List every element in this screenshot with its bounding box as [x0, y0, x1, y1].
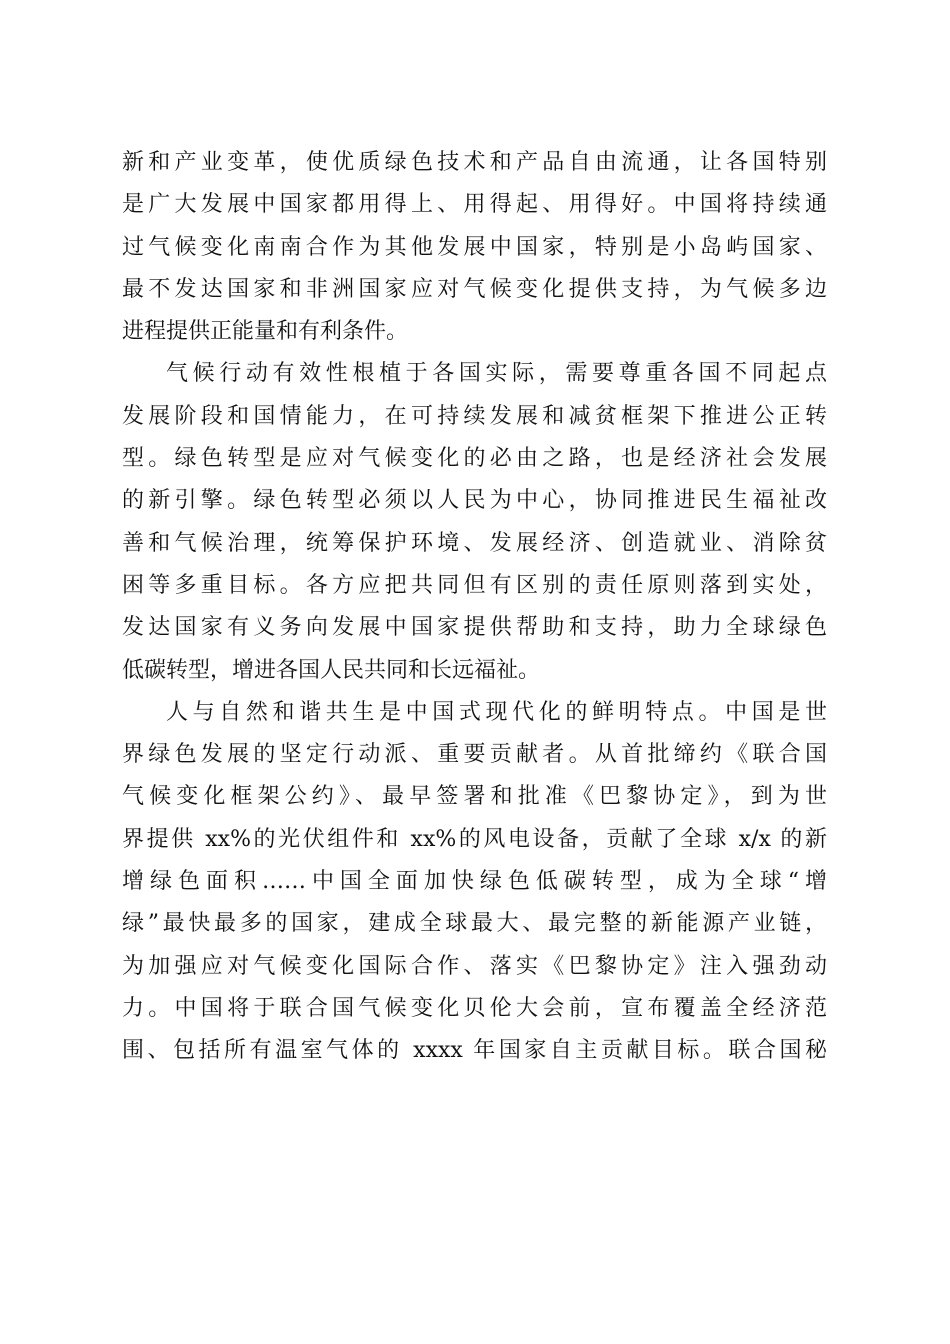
text-line: 界绿色发展的坚定行动派、重要贡献者。从首批缔约《联合国 — [122, 742, 827, 768]
text-line: 围、包括所有温室气体的 xxxx 年国家自主贡献目标。联合国秘 — [122, 1038, 827, 1064]
text-line: 增绿色面积……中国全面加快绿色低碳转型，成为全球“增 — [122, 869, 827, 895]
text-line: 低碳转型，增进各国人民共同和长远福祉。 — [122, 657, 541, 683]
text-line: 为加强应对气候变化国际合作、落实《巴黎协定》注入强劲动 — [122, 953, 827, 979]
text-line: 是广大发展中国家都用得上、用得起、用得好。中国将持续通 — [122, 192, 827, 218]
paragraph-3 — [122, 692, 827, 1073]
text-line: 过气候变化南南合作为其他发展中国家，特别是小岛屿国家、 — [122, 234, 827, 260]
text-line: 界提供 xx%的光伏组件和 xx%的风电设备，贡献了全球 x/x 的新 — [122, 826, 827, 852]
text-line: 人与自然和谐共生是中国式现代化的鲜明特点。中国是世 — [166, 699, 827, 725]
text-line: 绿”最快最多的国家，建成全球最大、最完整的新能源产业链， — [122, 911, 827, 937]
text-line: 气候变化框架公约》、最早签署和批准《巴黎协定》，到为世 — [122, 784, 827, 810]
text-line: 最不发达国家和非洲国家应对气候变化提供支持，为气候多边 — [122, 276, 827, 302]
paragraph-1 — [122, 142, 827, 353]
text-line: 型。绿色转型是应对气候变化的必由之路，也是经济社会发展 — [122, 446, 827, 472]
paragraph-2 — [122, 353, 827, 691]
text-line: 的新引擎。绿色转型必须以人民为中心，协同推进民生福祉改 — [122, 488, 827, 514]
text-line: 善和气候治理，统筹保护环境、发展经济、创造就业、消除贫 — [122, 530, 827, 556]
text-line: 力。中国将于联合国气候变化贝伦大会前，宣布覆盖全经济范 — [122, 995, 827, 1021]
text-line: 新和产业变革，使优质绿色技术和产品自由流通，让各国特别 — [122, 150, 827, 175]
body-text — [122, 142, 827, 1073]
text-line: 进程提供正能量和有利条件。 — [122, 319, 409, 345]
text-line: 发达国家有义务向发展中国家提供帮助和支持，助力全球绿色 — [122, 615, 827, 641]
text-line: 气候行动有效性根植于各国实际，需要尊重各国不同起点 — [166, 361, 827, 387]
text-line: 困等多重目标。各方应把共同但有区别的责任原则落到实处， — [122, 572, 827, 598]
text-line: 发展阶段和国情能力，在可持续发展和减贫框架下推进公正转 — [122, 403, 827, 429]
